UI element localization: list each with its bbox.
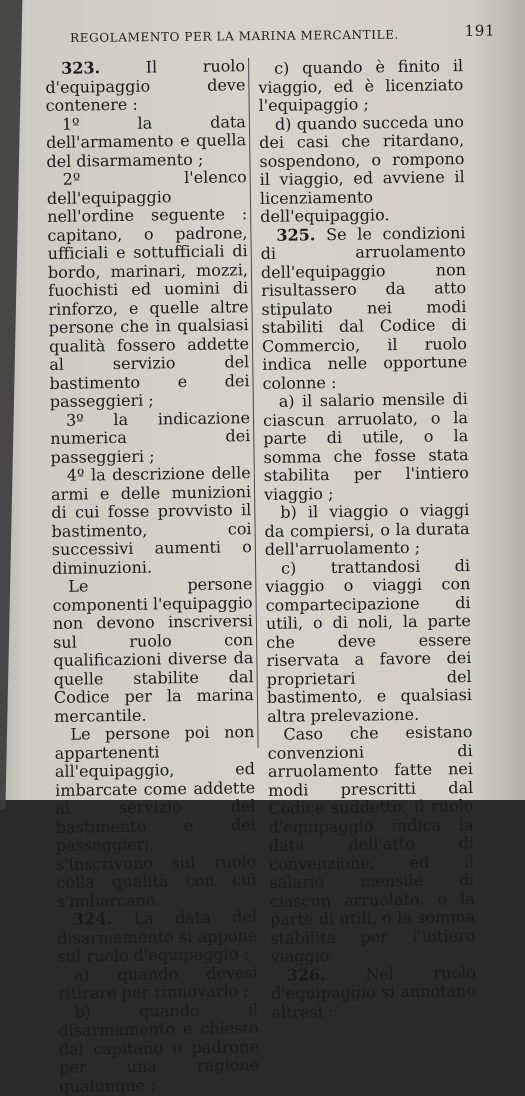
paragraph: c) trattandosi di viaggio o viaggi con compartecipazione di utili, o di noli, la parte che deve essere riservata a favore dei proprietari del bastimento, e qualsiasi altra prelevazione. bbox=[265, 555, 473, 726]
page-header bbox=[70, 21, 496, 48]
paragraph: Le persone componenti l'equipaggio non devono inscriversi sul ruolo con qualificazioni diverse da quelle stabilite dal Codice per la marina mercantile. bbox=[52, 574, 255, 726]
paragraph: Caso che esistano convenzioni di arruolamento fatte nei modi prescritti dal Codice suddetto, il ruolo d'equipaggio indica la data dell'atto di convenzione, ed il salario mensile di ciascun arruolato, o la parte di utili, o la somma stabilita per l'intiero viaggio. bbox=[267, 722, 476, 966]
article-325 bbox=[260, 224, 467, 393]
article-326 bbox=[271, 964, 477, 1022]
paragraph-text: Il ruolo d'equipaggio deve contenere : bbox=[45, 56, 246, 115]
paragraph-text: La data del disarmamento si appone sul ruolo d'equipaggio : bbox=[57, 907, 258, 966]
paragraph: d) quando succeda uno dei casi che ritardano, sospendono, o rompono il viaggio, ed avviene il licenziamento dell'equipaggio. bbox=[259, 111, 465, 226]
right-column bbox=[258, 57, 476, 1022]
paragraph: 4º la descrizione delle armi e delle munizioni di cui fosse provvisto il bastimento, coi successivi aumenti o diminuzioni. bbox=[50, 463, 252, 578]
article-323 bbox=[45, 57, 246, 115]
article-number: 326. bbox=[286, 964, 326, 985]
paragraph: 1º la data dell'armamento e quella del disarmamento ; bbox=[46, 111, 247, 171]
paragraph: a) quando devesi ritirare per rinnovarlo ; bbox=[57, 962, 258, 1003]
page-number: 191 bbox=[464, 21, 496, 40]
article-number: 325. bbox=[276, 224, 316, 245]
article-number: 324. bbox=[72, 909, 113, 929]
paragraph: a) il salario mensile di ciascun arruolato, o la parte di utile, o la somma che fosse stata stabilita per l'intiero viaggio ; bbox=[262, 389, 469, 504]
paragraph: 2º l'elenco dell'equipaggio nell'ordine seguente : capitano, o padrone, ufficiali e sottufficiali di bordo, marinari, mozzi, fuochisti ed uomini di rinforzo, e quelle altre persone che in qualsiasi qualità fossero addette al servizio del bastimento e dei passeggieri ; bbox=[46, 167, 250, 411]
paragraph: c) quando è finito il viaggio, ed è licenziato l'equipaggio ; bbox=[258, 56, 464, 115]
paragraph: 3º la indicazione numerica dei passeggieri ; bbox=[50, 407, 251, 467]
article-324 bbox=[57, 908, 258, 966]
paragraph: b) quando il disarmamento è chiesto dal capitano o padrone per una ragione qualunque ; bbox=[58, 999, 260, 1096]
paragraph-text: Nel ruolo d'equipaggio si annotano altresì : bbox=[270, 962, 477, 1022]
paragraph-text: Se le condizioni di arruolamento dell'equipaggio non risultassero da atto stipulato nei modi stabiliti dal Codice di Commercio, il ruolo indica nelle opportune colonne : bbox=[260, 222, 468, 393]
paragraph: b) il viaggio o viaggi da compiersi, o la durata dell'arruolamento ; bbox=[264, 500, 470, 559]
article-number: 323. bbox=[60, 58, 101, 78]
paragraph: Le persone poi non appartenenti all'equipaggio, ed imbarcate come addette al servizio del bastimento e dei passeggieri, s'inscrivono sul ruolo colla qualità con cui s'imbarcano. bbox=[54, 722, 257, 911]
left-column bbox=[45, 57, 259, 1096]
running-title: REGOLAMENTO PER LA MARINA MERCANTILE. bbox=[70, 27, 400, 45]
